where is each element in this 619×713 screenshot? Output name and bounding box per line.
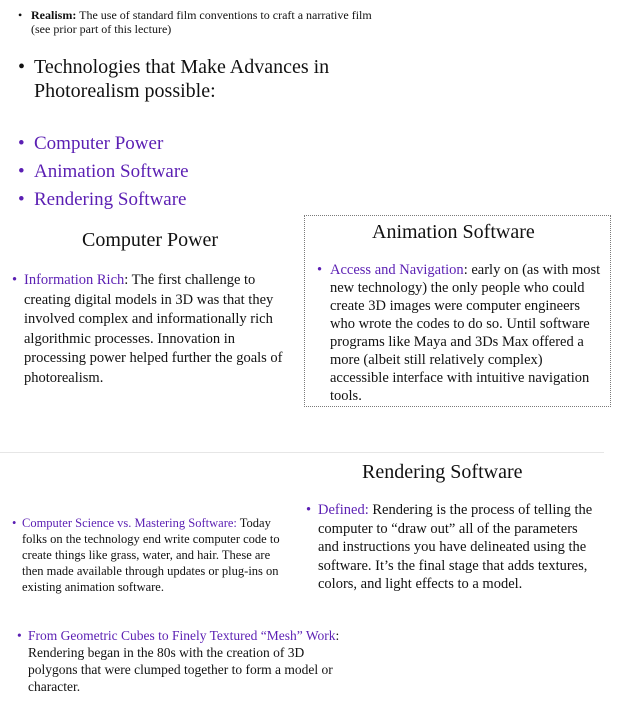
- mesh-work-bullet: [17, 627, 342, 695]
- technologies-heading-bullet: [18, 55, 378, 103]
- bullet-dot-icon: •: [18, 8, 23, 22]
- bullet-dot-icon: •: [317, 262, 323, 278]
- bullet-dot-icon: •: [12, 272, 18, 288]
- technologies-heading: Technologies that Make Advances in Photorealism possible:: [34, 56, 330, 102]
- bullet-dot-icon: •: [18, 56, 26, 78]
- animation-software-text: : early on (as with most new technology) the only people who could create 3D images were computer engineers who wrote the codes to do so. Until software programs like Maya and 3Ds Max offered a more (albeit still relatively complex) accessible interface with intuitive navigation tools.: [330, 262, 601, 404]
- realism-text: The use of standard film conventions to craft a narrative film (see prior part of this lecture): [31, 8, 372, 36]
- computer-power-title: Computer Power: [82, 229, 219, 251]
- slide-divider: [0, 452, 604, 453]
- bullet-dot-icon: •: [18, 133, 25, 154]
- tech-item-rendering-software: Rendering Software: [34, 189, 187, 210]
- mesh-work-term: From Geometric Cubes to Finely Textured “Mesh” Work: [28, 628, 336, 643]
- rendering-defined-bullet: [306, 501, 596, 594]
- bullet-dot-icon: •: [17, 628, 22, 643]
- bullet-dot-icon: •: [12, 516, 17, 530]
- tech-list-item: [18, 158, 318, 186]
- rendering-software-title: Rendering Software: [362, 461, 523, 483]
- animation-software-bullet: [317, 261, 603, 405]
- bullet-dot-icon: •: [306, 502, 312, 518]
- tech-item-computer-power: Computer Power: [34, 133, 164, 154]
- computer-power-text: : The first challenge to creating digital models in 3D was that they involved complex and informationally rich algorithmic processes. Innovation in processing power helped further the goals of photorealism.: [24, 272, 283, 386]
- rendering-defined-text: Rendering is the process of telling the computer to “draw out” all of the parameters and instructions you have delineated using the software. It’s the final stage that adds textures, colors, and light effects to a model.: [318, 502, 593, 592]
- animation-software-title: Animation Software: [372, 221, 535, 243]
- computer-power-bullet: [12, 271, 297, 388]
- tech-item-animation-software: Animation Software: [34, 161, 189, 182]
- computer-power-term: Information Rich: [24, 272, 125, 288]
- computer-science-text: Today folks on the technology end write computer code to create things like grass, water, and hair. These are then made available through updates or plug-ins on existing animation software.: [22, 516, 280, 594]
- bullet-dot-icon: •: [18, 189, 25, 210]
- bullet-dot-icon: •: [18, 161, 25, 182]
- realism-bullet: [18, 8, 378, 36]
- computer-science-term: Computer Science vs. Mastering Software:: [22, 516, 237, 530]
- tech-list-item: [18, 130, 318, 158]
- realism-term: Realism:: [31, 8, 77, 22]
- animation-software-term: Access and Navigation: [330, 262, 464, 278]
- rendering-defined-term: Defined:: [318, 502, 369, 518]
- tech-list-item: [18, 186, 318, 214]
- tech-list: [18, 130, 318, 214]
- mesh-work-text: : Rendering began in the 80s with the creation of 3D polygons that were clumped together to form a model or character.: [28, 628, 340, 694]
- computer-science-bullet: [12, 515, 287, 595]
